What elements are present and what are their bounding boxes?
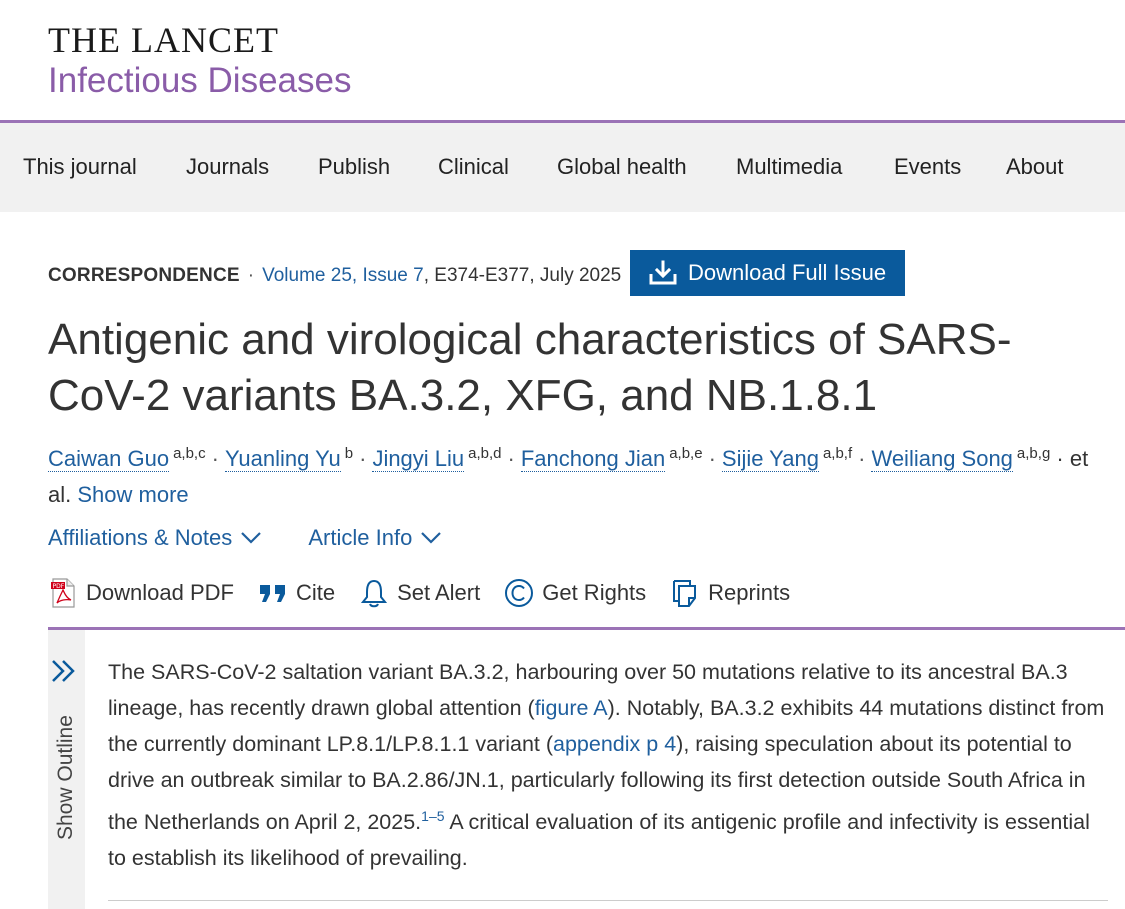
- article-body-paragraph: The SARS-CoV-2 saltation variant BA.3.2, harbouring over 50 mutations relative to its ancestral BA.3 lineage, has recently drawn global attention (figure A). Notably, BA.3.2 exhibits 44 mutations distinct from the currently dominant LP.8.1/LP.8.1.1 variant (appendix p 4), raising speculation about its potential to drive an outbreak similar to BA.2.86/JN.1, particularly following its first detection outside South Africa in the Netherlands on April 2, 2025.$^{1-5}$ A critical evaluation of its antigenic profile and infectivity is essential to establish its likelihood of prevailing.: [108, 660, 1105, 870]
- double-chevron-right-icon: [50, 658, 78, 684]
- set-alert-label: Set Alert: [397, 580, 481, 605]
- nav-events[interactable]: Events: [894, 154, 962, 179]
- article-actions: [48, 578, 814, 608]
- nav-about[interactable]: About: [1006, 154, 1064, 179]
- nav-multimedia[interactable]: Multimedia: [736, 154, 843, 179]
- quote-icon: [258, 581, 288, 605]
- download-pdf-button[interactable]: [48, 578, 234, 608]
- chevron-down-icon: [240, 531, 262, 545]
- journal-logo-subtitle[interactable]: Infectious Diseases: [48, 61, 352, 100]
- set-alert-button[interactable]: [359, 578, 480, 608]
- meta-separator: ·: [247, 265, 255, 286]
- nav-clinical[interactable]: Clinical: [438, 154, 509, 179]
- nav-global-health[interactable]: Global health: [557, 154, 687, 179]
- nav-this-journal[interactable]: This journal: [23, 154, 137, 179]
- show-more-authors-link[interactable]: Show more: [77, 482, 189, 507]
- pdf-icon: [48, 578, 78, 608]
- download-full-issue-button[interactable]: [630, 250, 905, 296]
- author-affiliation: a,b,f: [822, 445, 853, 462]
- cite-label: Cite: [295, 580, 336, 605]
- journal-logo-title[interactable]: THE LANCET: [48, 20, 279, 60]
- author-affiliation: a,b,c: [173, 445, 206, 462]
- show-outline-label: Show Outline: [54, 715, 77, 840]
- cite-button[interactable]: [258, 578, 335, 608]
- svg-text:PDF: PDF: [52, 583, 65, 590]
- get-rights-label: Get Rights: [542, 580, 647, 605]
- author-link[interactable]: Sijie Yang: [721, 446, 819, 471]
- get-rights-button[interactable]: [504, 578, 646, 608]
- article-pages-date: , E374-E377, July 2025: [423, 265, 622, 286]
- reprints-label: Reprints: [708, 580, 791, 605]
- authors-et-al: · et al.: [48, 446, 1089, 507]
- author-link[interactable]: Yuanling Yu: [224, 446, 341, 471]
- author-link[interactable]: Caiwan Guo: [48, 446, 170, 471]
- bell-icon: [359, 578, 389, 608]
- nav-journals[interactable]: Journals: [186, 154, 270, 179]
- appendix-link[interactable]: appendix p 4: [553, 732, 677, 756]
- figure-a-link[interactable]: figure A: [534, 696, 608, 720]
- reference-link[interactable]: 1–5: [421, 808, 445, 824]
- actions-divider: [48, 627, 1125, 630]
- article-type: CORRESPONDENCE: [48, 265, 240, 286]
- affiliations-notes-toggle[interactable]: [48, 524, 262, 552]
- article-title: Antigenic and virological characteristics of SARS-CoV-2 variants BA.3.2, XFG, and NB.1.8.1: [48, 315, 1012, 420]
- main-nav: [0, 123, 1125, 212]
- article-dropdowns: [48, 524, 442, 552]
- author-affiliation: b: [344, 445, 354, 462]
- download-icon: [648, 260, 678, 286]
- author-affiliation: a,b,d: [468, 445, 502, 462]
- author-affiliation: a,b,g: [1016, 445, 1051, 462]
- author-link[interactable]: Jingyi Liu: [372, 446, 465, 471]
- article-info-label: Article Info: [308, 525, 413, 550]
- author-affiliation: a,b,e: [669, 445, 703, 462]
- site-header: [0, 0, 1125, 120]
- copyright-icon: [504, 578, 534, 608]
- affiliations-notes-label: Affiliations & Notes: [48, 525, 233, 550]
- download-full-issue-label: Download Full Issue: [688, 260, 887, 285]
- nav-publish[interactable]: Publish: [318, 154, 391, 179]
- download-pdf-label: Download PDF: [86, 580, 234, 605]
- author-link[interactable]: Weiliang Song: [871, 446, 1013, 471]
- show-outline-toggle[interactable]: [48, 630, 85, 909]
- article-meta: [48, 264, 621, 288]
- volume-issue-link[interactable]: Volume 25, Issue 7: [262, 265, 424, 286]
- author-list: Caiwan Guo $^{a,b,c}$ · Yuanling Yu $^b$ · Jingyi Liu $^{a,b,d}$ · Fanchong Jian $^{a,b,e}$ · Sijie Yang $^{a,b,f}$ · Weiliang Song $^{a,b,g}$ · et al. Show more: [48, 445, 1089, 507]
- article-info-toggle[interactable]: [308, 524, 442, 552]
- chevron-down-icon: [420, 531, 442, 545]
- reprints-icon: [670, 578, 700, 608]
- author-link[interactable]: Fanchong Jian: [520, 446, 666, 471]
- body-divider: [108, 900, 1108, 901]
- reprints-button[interactable]: [670, 578, 790, 608]
